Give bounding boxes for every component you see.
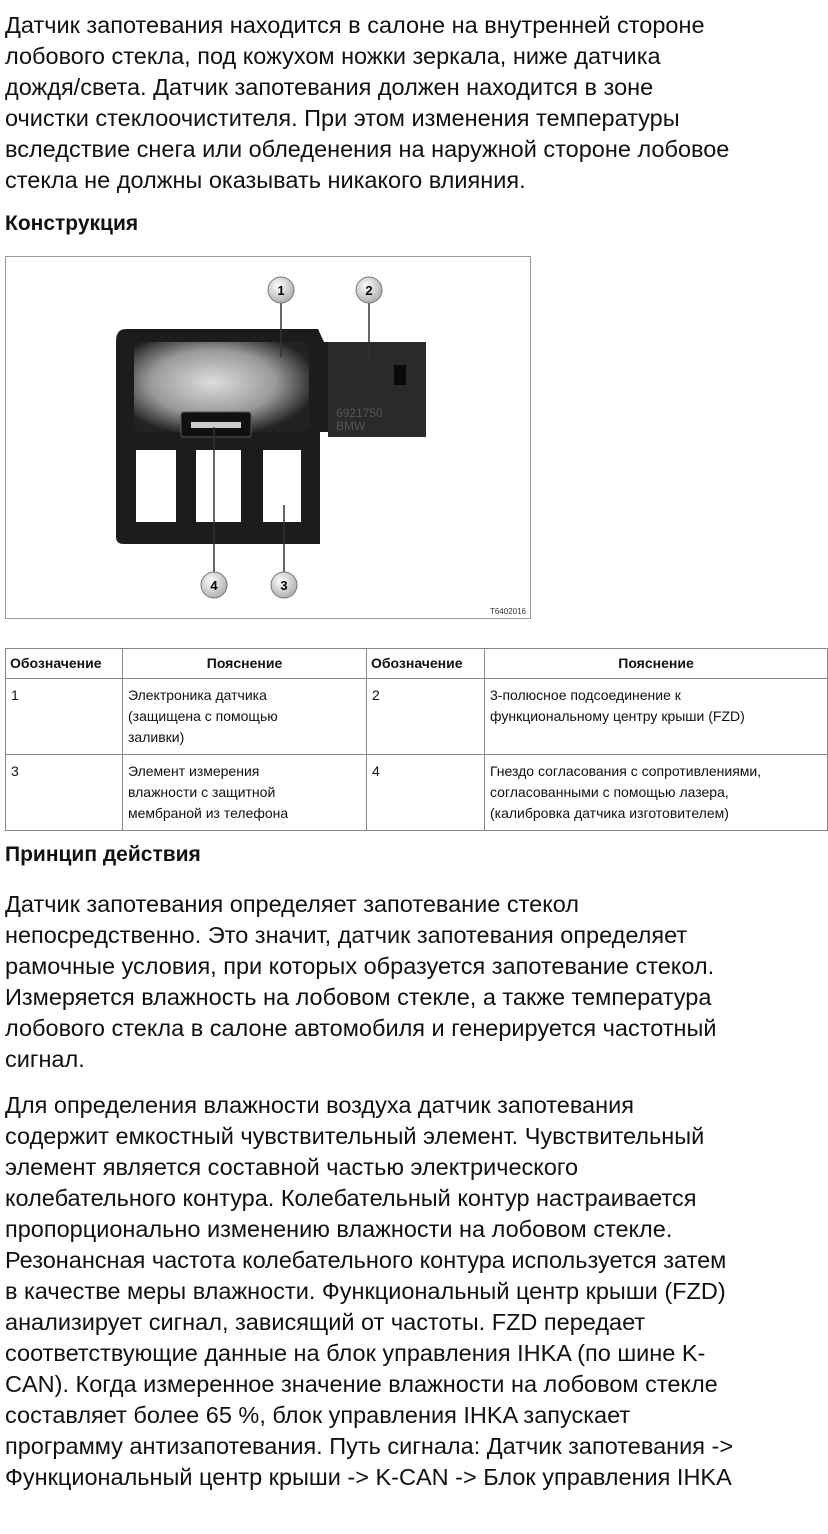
legend-table (5, 648, 828, 831)
table-row: 3 Элемент измерения влажности с защитной мембраной из телефона 4 Гнездо согласования с сопротивлениями, согласованными с помощью лазера, (калибровка датчика изготовителем) (6, 755, 828, 831)
svg-text:6921750: 6921750 (336, 406, 383, 420)
humidity-paragraph: Для определения влажности воздуха датчик запотевания содержит емкостный чувствительный элемент. Чувствительный элемент является составной частью электрического колебательного контура. Колебательный контур настраивается пропорционально изменению влажности на лобовом стекле. Резонансная частота колебательного контура используется затем в качестве меры влажности. Функциональный центр крыши (FZD) анализирует сигнал, зависящий от частоты. FZD передает соответствующие данные на блок управления IHKA (по шине K- CAN). Когда измеренное значение влажности на лобовом стекле составляет более 65 %, блок управления IHKA запускает программу антизапотевания. Путь сигнала: Датчик запотевания -> Функциональный центр крыши -> K-CAN -> Блок управления IHKA (5, 1092, 734, 1490)
svg-text:3: 3 (280, 578, 288, 593)
table-header-row: Обозначение Пояснение Обозначение Пояснение (6, 649, 828, 679)
heading-principle: Принцип действия (5, 843, 201, 866)
sensor-figure (5, 256, 531, 619)
heading-construction: Конструкция (5, 212, 139, 235)
svg-text:2: 2 (365, 283, 373, 298)
callout-3 (271, 572, 297, 598)
figure-code: T6402016 (489, 607, 526, 616)
table-row: 1 Электроника датчика (защищена с помощью заливки) 2 3-полюсное подсоединение к функциональному центру крыши (FZD) (6, 679, 828, 755)
svg-text:BMW: BMW (336, 419, 366, 433)
intro-paragraph: Датчик запотевания находится в салоне на внутренней стороне лобового стекла, под кожухом ножки зеркала, ниже датчика дождя/света. Датчик запотевания должен находится в зоне очистки стеклоочистителя. При этом изменения температуры вследствие снега или обледенения на наружной стороне лобовое стекла не должны оказывать никакого влияния. (5, 12, 730, 193)
callout-2 (356, 277, 382, 303)
callout-4 (201, 572, 227, 598)
svg-text:1: 1 (277, 283, 285, 298)
sensor-photo (6, 257, 532, 620)
callout-1 (268, 277, 294, 303)
svg-text:4: 4 (210, 578, 218, 593)
principle-paragraph: Датчик запотевания определяет запотевание стекол непосредственно. Это значит, датчик запотевания определяет рамочные условия, при которых образуется запотевание стекол. Измеряется влажность на лобовом стекле, а также температура лобового стекла в салоне автомобиля и генерируется частотный сигнал. (5, 891, 717, 1072)
